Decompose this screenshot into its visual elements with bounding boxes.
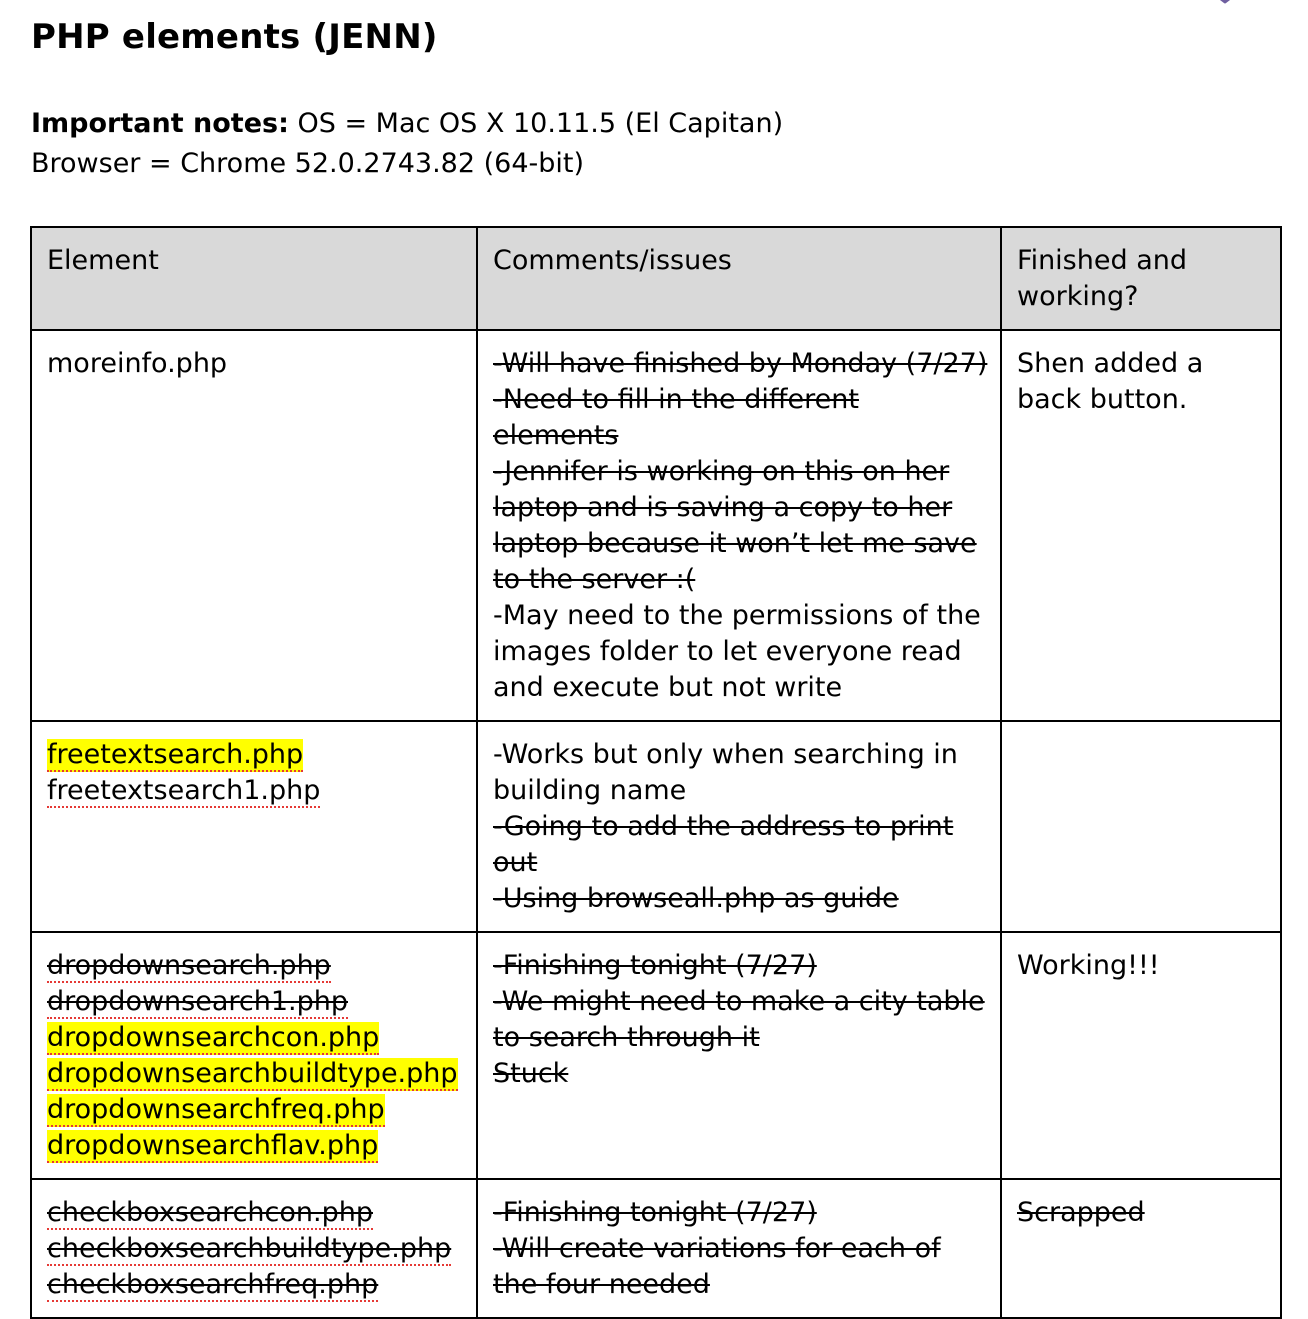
element-cell	[31, 721, 477, 932]
status-text: Working!!!	[1017, 950, 1160, 981]
element-filename-text: freetextsearch1.php	[47, 775, 321, 806]
element-filename	[47, 1231, 464, 1267]
table-row	[31, 1179, 1281, 1318]
status-cell	[1001, 330, 1281, 721]
document-title: PHP elements (JENN)	[31, 17, 438, 57]
element-filename	[47, 1056, 464, 1092]
element-filename-text: dropdownsearch1.php	[47, 986, 348, 1017]
comment-line: -We might need to make a city table to search through it	[493, 986, 985, 1053]
element-filename-text: moreinfo.php	[47, 348, 228, 379]
element-filename	[47, 984, 464, 1020]
comments-cell	[477, 330, 1001, 721]
element-filename	[47, 1195, 464, 1231]
comment-line: -Will have finished by Monday (7/27)	[493, 348, 988, 379]
comment-line: -May need to the permissions of the images folder to let everyone read and execute but not write	[493, 600, 981, 703]
comments-cell	[477, 932, 1001, 1179]
column-header-element: Element	[31, 227, 477, 330]
element-cell	[31, 330, 477, 721]
status-text: Scrapped	[1017, 1197, 1145, 1228]
status-cell	[1001, 1179, 1281, 1318]
comment-line: -Will create variations for each of the four needed	[493, 1233, 941, 1300]
collapse-chevron-icon[interactable]	[1203, 0, 1247, 8]
comment-line: -Using browseall.php as guide	[493, 883, 899, 914]
element-filename	[47, 948, 464, 984]
comment-line: -Works but only when searching in building name	[493, 739, 958, 806]
comment-line: -Finishing tonight (7/27)	[493, 950, 817, 981]
element-cell	[31, 932, 477, 1179]
comments-cell	[477, 721, 1001, 932]
element-filename	[47, 737, 464, 773]
element-filename-text: checkboxsearchcon.php	[47, 1197, 373, 1228]
element-filename-text: checkboxsearchfreq.php	[47, 1269, 379, 1300]
comment-line: -Going to add the address to print out	[493, 811, 954, 878]
os-note	[31, 104, 783, 144]
element-filename	[47, 1128, 464, 1164]
element-filename	[47, 1092, 464, 1128]
element-filename	[47, 1267, 464, 1303]
column-header-finished: Finished and working?	[1001, 227, 1281, 330]
element-filename-text: dropdownsearchfreq.php	[47, 1094, 385, 1125]
comments-cell	[477, 1179, 1001, 1318]
status-text: Shen added a back button.	[1017, 348, 1204, 415]
status-cell	[1001, 721, 1281, 932]
element-filename	[47, 773, 464, 809]
table-header-row	[31, 227, 1281, 330]
element-filename-text: dropdownsearchbuildtype.php	[47, 1058, 458, 1089]
element-filename-text: freetextsearch.php	[47, 739, 304, 770]
comment-line: Stuck	[493, 1058, 569, 1089]
notes-label: Important notes:	[31, 108, 289, 139]
os-text: OS = Mac OS X 10.11.5 (El Capitan)	[288, 108, 784, 139]
element-filename-text: checkboxsearchbuildtype.php	[47, 1233, 452, 1264]
table-row	[31, 721, 1281, 932]
table-row	[31, 932, 1281, 1179]
element-filename	[47, 346, 464, 382]
php-elements-table	[30, 226, 1282, 1319]
element-cell	[31, 1179, 477, 1318]
element-filename-text: dropdownsearchflav.php	[47, 1130, 379, 1161]
element-filename-text: dropdownsearch.php	[47, 950, 331, 981]
element-filename	[47, 1020, 464, 1056]
element-filename-text: dropdownsearchcon.php	[47, 1022, 380, 1053]
column-header-comments: Comments/issues	[477, 227, 1001, 330]
comment-line: -Finishing tonight (7/27)	[493, 1197, 817, 1228]
status-cell	[1001, 932, 1281, 1179]
comment-line: -Need to fill in the different elements	[493, 384, 859, 451]
browser-note: Browser = Chrome 52.0.2743.82 (64-bit)	[31, 148, 585, 179]
comment-line: -Jennifer is working on this on her laptop and is saving a copy to her laptop because it won’t let me save to the server :(	[493, 456, 977, 595]
important-notes	[31, 104, 783, 184]
table-row	[31, 330, 1281, 721]
